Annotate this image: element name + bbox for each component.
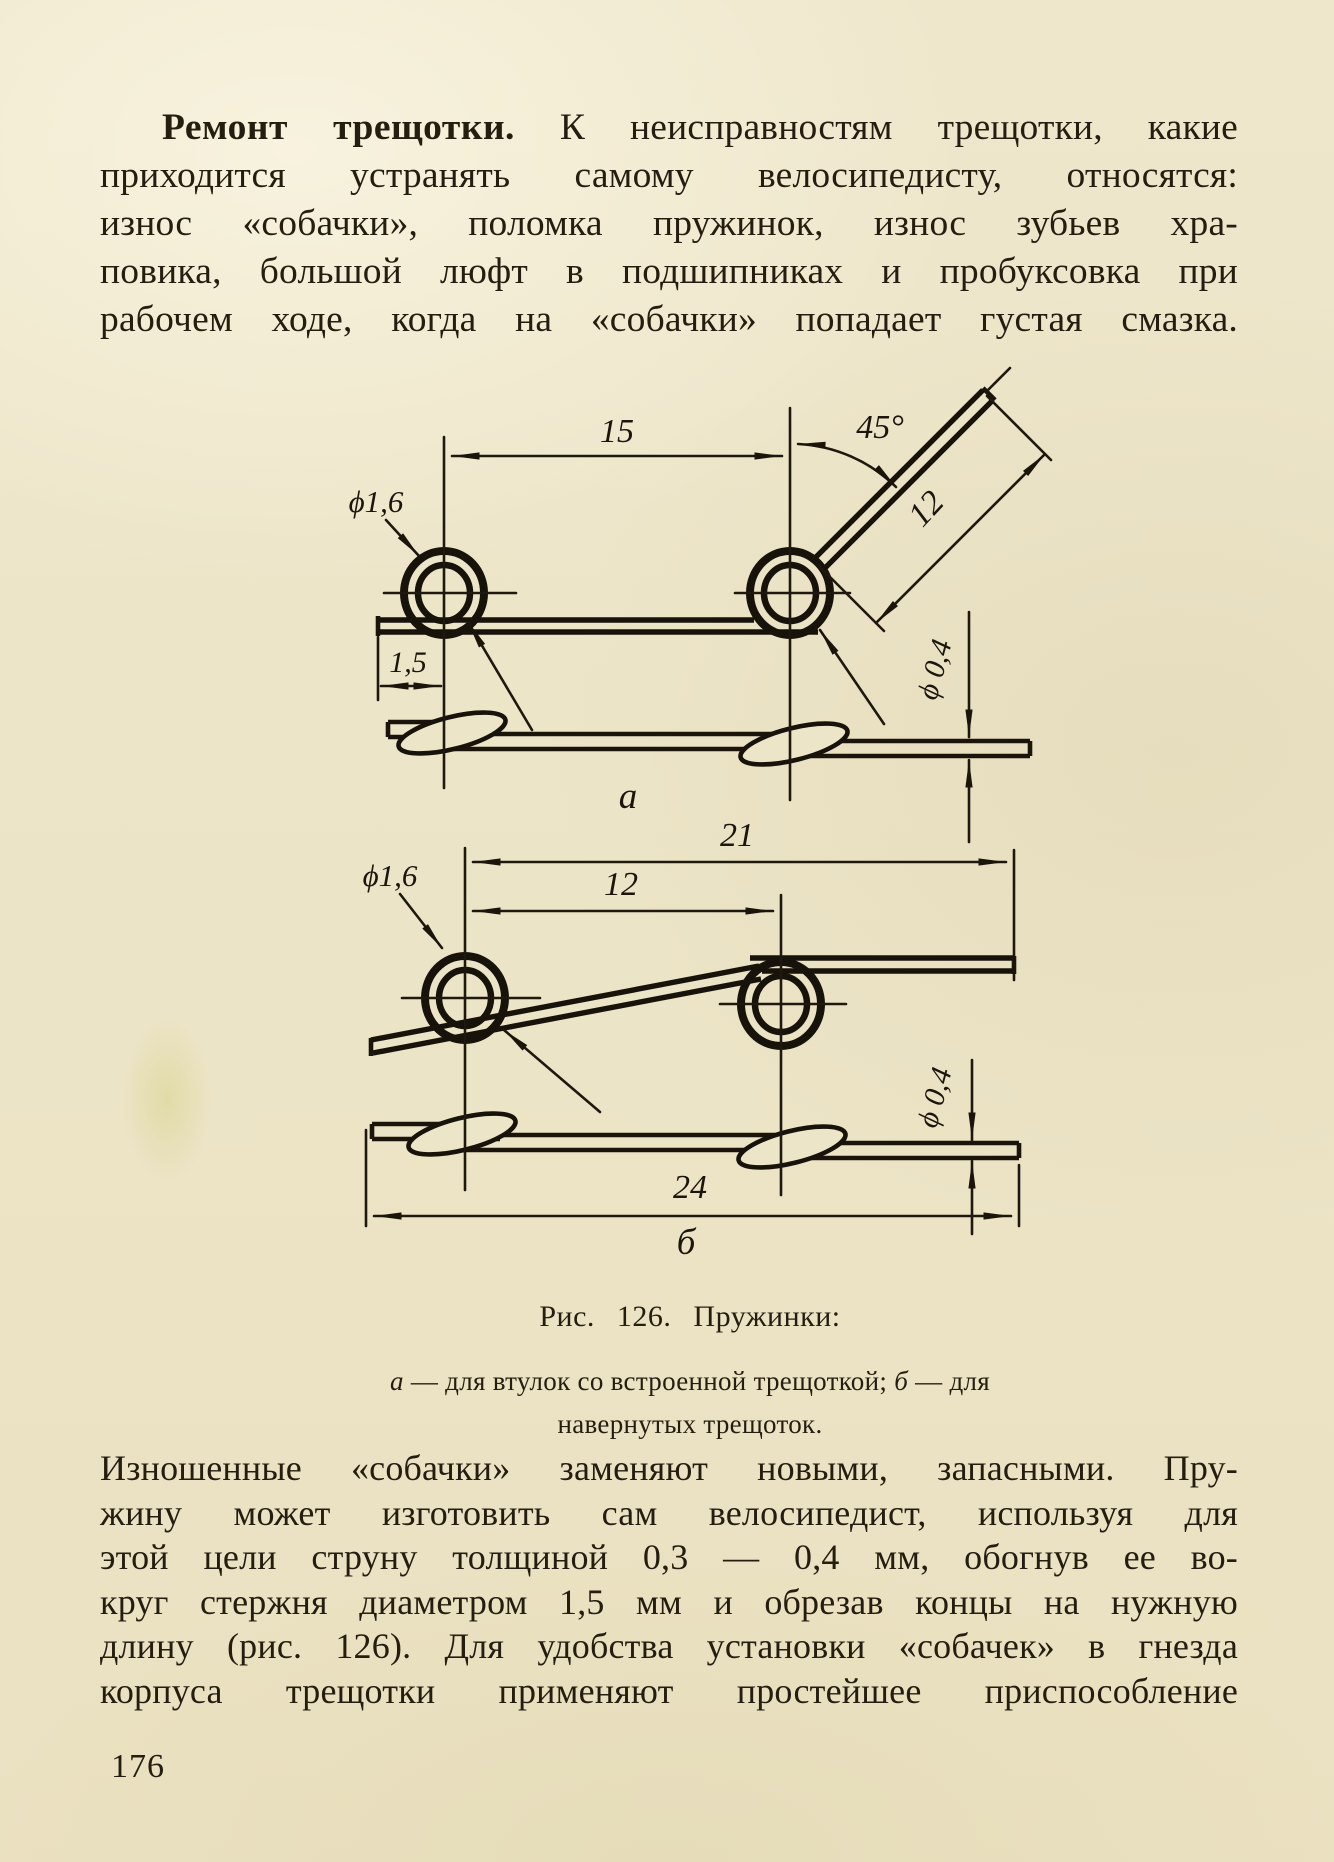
diagram-b	[363, 817, 1019, 1263]
dimension-12-arm	[818, 396, 1051, 631]
diagram-a	[349, 368, 1051, 842]
body-line-5: длину (рис. 126). Для удобства установки «собачек» в гнезда	[100, 1626, 1238, 1666]
dimension-phi16-a	[349, 484, 419, 556]
dimension-phi16-b	[363, 858, 442, 948]
body-paragraph	[100, 1446, 1238, 1713]
legend-b-text: — для	[908, 1366, 991, 1396]
legend-a-label: а	[389, 1366, 404, 1396]
dimension-45deg	[798, 409, 904, 487]
body-line-6: корпуса трещотки применяют простейшее приспособление	[100, 1670, 1238, 1711]
legend-a-text: — для втулок со встроенной трещоткой;	[403, 1366, 895, 1396]
body-line-3: этой цели струну толщиной 0,3 — 0,4 мм, обогнув ее во-	[100, 1537, 1238, 1577]
dim-phi04-a-value: ϕ 0,4	[911, 636, 959, 704]
page-number: 176	[111, 1748, 165, 1785]
dim-45-value: 45°	[856, 409, 904, 446]
figure-caption-line-1	[100, 1360, 1280, 1403]
dim-12-arm-value: 12	[901, 483, 952, 534]
dim-15-value: 15	[600, 413, 634, 450]
dim-12-b-value: 12	[604, 866, 638, 903]
figure-126-drawing	[100, 330, 1280, 1270]
figure-caption-title: Рис. 126. Пружинки:	[539, 1300, 841, 1333]
intro-paragraph	[100, 104, 1238, 344]
dim-phi16-a-value: ϕ1,6	[348, 484, 404, 519]
intro-line-2: приходится устранять самому велосипедисту, относятся:	[100, 155, 1238, 196]
dimension-1-5	[378, 637, 441, 700]
intro-line-4: повика, большой люфт в подшипниках и пробуксовка при	[100, 251, 1238, 292]
dimension-phi04-b	[911, 1060, 972, 1234]
intro-line-1-rest: К неисправностям трещотки, какие	[514, 107, 1238, 148]
body-line-4: круг стержня диаметром 1,5 мм и обрезав концы на нужную	[100, 1581, 1238, 1622]
intro-line-5: рабочем ходе, когда на «собачки» попадает густая смазка.	[100, 299, 1238, 340]
spring-b-right-loop	[720, 962, 846, 1046]
dim-24-value: 24	[673, 1169, 707, 1206]
legend-b-label: б	[894, 1366, 909, 1396]
leader-b	[504, 1030, 600, 1112]
diagram-a-label: а	[618, 776, 638, 817]
dim-21-value: 21	[720, 817, 754, 854]
run-in-heading: Ремонт трещотки.	[162, 107, 515, 148]
body-line-1: Изношенные «собачки» заменяют новыми, запасными. Пру-	[100, 1448, 1238, 1488]
dimension-12-b	[473, 866, 773, 911]
diagram-b-label: б	[676, 1222, 696, 1263]
spring-a-top-view	[388, 704, 1030, 773]
dimension-15	[452, 413, 782, 456]
dim-1-5-value: 1,5	[389, 646, 427, 679]
intro-line-1	[100, 104, 1238, 152]
leader-a-right	[820, 630, 884, 724]
dimension-phi04-a	[911, 612, 969, 842]
dim-phi04-b-value: ϕ 0,4	[911, 1064, 959, 1132]
body-line-2: жину может изготовить сам велосипедист, используя для	[100, 1492, 1238, 1533]
dim-phi16-b-value: ϕ1,6	[362, 858, 418, 893]
intro-line-3: износ «собачки», поломка пружинок, износ зубьев хра-	[100, 203, 1238, 244]
figure-caption-line-2: навернутых трещоток.	[557, 1409, 823, 1439]
